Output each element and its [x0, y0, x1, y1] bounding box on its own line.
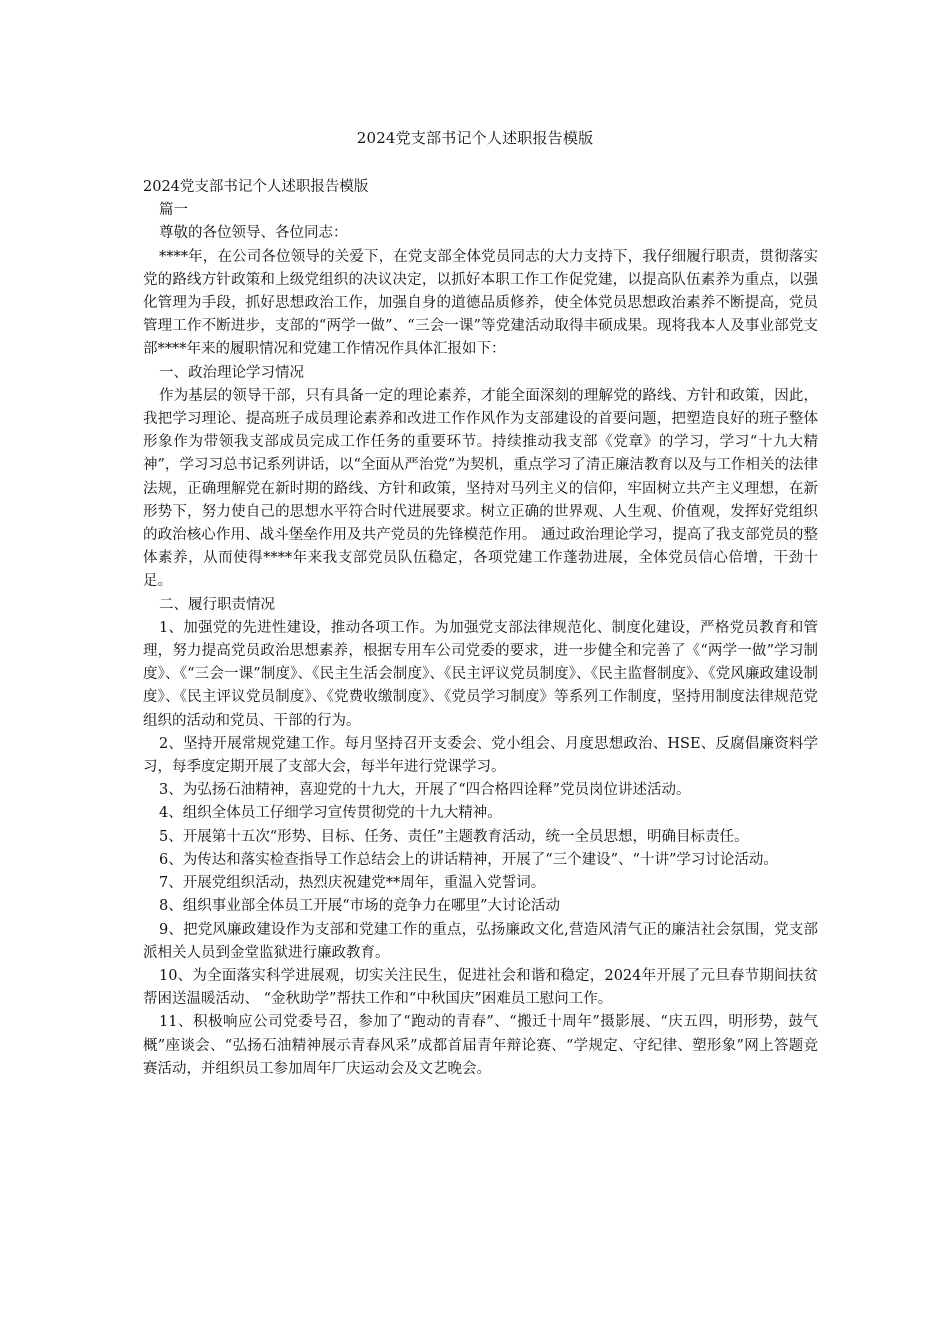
- duty-item-4: 4、组织全体员工仔细学习宣传贯彻党的十九大精神。: [159, 805, 502, 822]
- theory-study-paragraph: 作为基层的领导干部，只有具备一定的理论素养，才能全面深刻的理解党的路线、方针和政策，因此，我把学习理论、提高班子成员理论素养和改进工作作风作为支部建设的首要问题，把塑造良好的班子整体形象作为带领我支部成员完成工作任务的重要环节。持续推动我支部《党章》的学习，学习“十九大精神”，学习习总书记系列讲话，以“全面从严治党”为契机，重点学习了清正廉洁教育以及与工作相关的法律法规，正确理解党在新时期的路线、方针和政策，坚持对马列主义的信仰，牢固树立共产主义理想，在新形势下，努力使自己的思想水平符合时代进展要求。树立正确的世界观、人生观、价值观，发挥好党组织的政治核心作用、战斗堡垒作用及共产党员的先锋模范作用。 通过政治理论学习，提高了我支部党员的整体素养，从而使得****年来我支部党员队伍稳定，各项党建工作蓬勃进展，全体党员信心倍增，干劲十足。: [143, 387, 818, 590]
- duty-item-1: 1、加强党的先进性建设，推动各项工作。为加强党支部法律规范化、制度化建设，严格党员教育和管理，努力提高党员政治思想素养，根据专用车公司党委的要求，进一步健全和完善了《“两学一做”学习制度》、《“三会一课”制度》、《民主生活会制度》、《民主评议党员制度》、《民主监督制度》、《党风廉政建设制度》、《民主评议党员制度》、《党费收缴制度》、《党员学习制度》等系列工作制度，坚持用制度法律规范党组织的活动和党员、干部的行为。: [143, 619, 818, 729]
- duty-item-7: 7、开展党组织活动，热烈庆祝建党**周年，重温入党誓词。: [159, 875, 546, 892]
- duty-item-10: 10、为全面落实科学进展观，切实关注民生，促进社会和谐和稳定，2024年开展了元旦春节期间扶贫帮困送温暖活动、 “金秋助学”帮扶工作和“中秋国庆”困难员工慰问工作。: [143, 967, 818, 1008]
- body-heading: 2024党支部书记个人述职报告模版: [143, 179, 369, 195]
- section-heading-duties: 二、履行职责情况: [159, 596, 275, 613]
- document-body: [143, 176, 818, 1081]
- duty-item-2: 2、坚持开展常规党建工作。每月坚持召开支委会、党小组会、月度思想政治、HSE、反腐倡廉资料学习，每季度定期开展了支部大会，每半年进行党课学习。: [143, 735, 818, 776]
- duty-item-5: 5、开展第十五次“形势、目标、任务、责任”主题教育活动，统一全员思想，明确目标责任。: [159, 828, 749, 845]
- duty-item-11: 11、积极响应公司党委号召，参加了“跑动的青春”、“搬迁十周年”摄影展、“庆五四，明形势，鼓气概”座谈会、“弘扬石油精神展示青春风采”成都首届青年辩论赛、“学规定、守纪律、塑形象”网上答题竞赛活动，并组织员工参加周年厂庆运动会及文艺晚会。: [143, 1014, 818, 1077]
- document-title: 2024党支部书记个人述职报告模版: [356, 129, 594, 147]
- duty-item-8: 8、组织事业部全体员工开展“市场的竞争力在哪里”大讨论活动: [159, 898, 561, 915]
- salutation: 尊敬的各位领导、各位同志：: [159, 225, 348, 242]
- section-heading-theory-study: 一、政治理论学习情况: [159, 364, 304, 381]
- section-label-part-one: 篇一: [159, 202, 188, 219]
- duty-item-3: 3、为弘扬石油精神，喜迎党的十九大，开展了“四合格四诠释”党员岗位讲述活动。: [159, 782, 691, 799]
- duty-item-6: 6、为传达和落实检查指导工作总结会上的讲话精神，开展了“三个建设”、“十讲”学习讨论活动。: [159, 851, 778, 868]
- intro-paragraph: ****年，在公司各位领导的关爱下，在党支部全体党员同志的大力支持下，我仔细履行职责，贯彻落实党的路线方针政策和上级党组织的决议决定，以抓好本职工作工作促党建，以提高队伍素养为重点，以强化管理为手段，抓好思想政治工作，加强自身的道德品质修养，使全体党员思想政治素养不断提高，党员管理工作不断进步，支部的“两学一做”、“三会一课”等党建活动取得丰硕成果。现将我本人及事业部党支部****年来的履职情况和党建工作情况作具体汇报如下：: [143, 248, 818, 358]
- duty-item-9: 9、把党风廉政建设作为支部和党建工作的重点，弘扬廉政文化,营造风清气正的廉洁社会氛围，党支部派相关人员到金堂监狱进行廉政教育。: [143, 921, 818, 961]
